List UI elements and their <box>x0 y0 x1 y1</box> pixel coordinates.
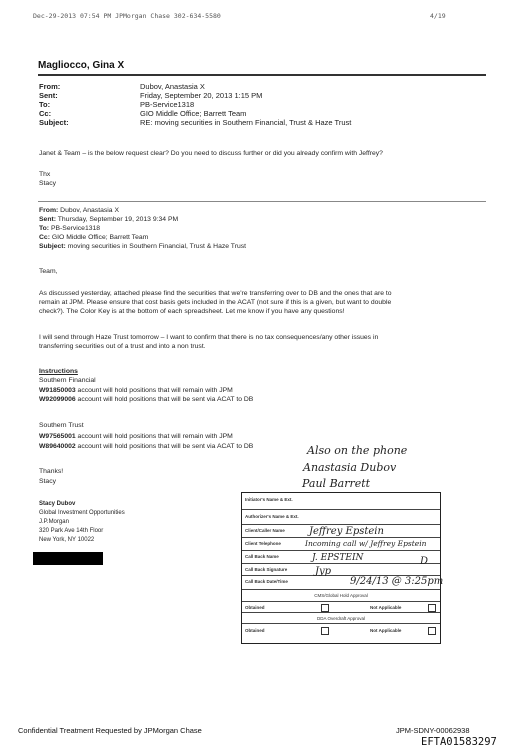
fwd-para1-line1: As discussed yesterday, attached please find the securities that we're transferring over to DB and the ones that are to <box>39 290 392 297</box>
handwritten-callback-name: J. EPSTEIN <box>312 553 364 563</box>
reply-sign-name: Stacy <box>39 180 56 187</box>
form-label-client-name: Client/Caller Name <box>245 528 285 533</box>
form-label-client-tel: Client Telephone <box>245 541 281 546</box>
reply-sign-thx: Thx <box>39 171 51 178</box>
header-label-sent: Sent: <box>39 91 58 100</box>
fwd-para1-line2: remain at JPM. Please ensure that cost basis gets included in the ACAT (not sure if this is a given, but want to double <box>39 299 392 306</box>
handwritten-name-1: Anastasia Dubov <box>303 461 397 474</box>
g2-acct1: W97565001 <box>39 433 76 440</box>
fwd-from-value: Dubov, Anastasia X <box>60 207 119 214</box>
fax-header-left: Dec-29-2013 07:54 PM JPMorgan Chase 302-634-5580 <box>33 12 221 20</box>
header-value-sent: Friday, September 20, 2013 1:15 PM <box>140 91 263 100</box>
fwd-para2-line2: transferring securities out of a trust and into a non trust. <box>39 343 206 350</box>
reply-body: Janet & Team – is the below request clear? Do you need to discuss further or did you already confirm with Jeffrey? <box>39 150 383 157</box>
sig-title: Global Investment Opportunities <box>39 510 125 516</box>
g1-acct1: W91850003 <box>39 387 76 394</box>
handwritten-caller-name: Jeffrey Epstein <box>309 526 384 537</box>
footer-bates: JPM-SDNY-00062938 <box>396 726 470 735</box>
handwritten-telephone: Incoming call w/ Jeffrey Epstein <box>305 539 427 548</box>
fwd-to-value: PB-Service1318 <box>50 225 101 232</box>
header-rule <box>38 74 486 76</box>
header-label-from: From: <box>39 82 61 91</box>
sig-company: J.P.Morgan <box>39 519 69 525</box>
checkbox-cms-obtained[interactable] <box>321 604 329 612</box>
fwd-para2-line1: I will send through Haze Trust tomorrow – I want to confirm that there is no tax consequences/any other issues in <box>39 334 379 341</box>
fax-page-number: 4/19 <box>430 12 446 20</box>
fwd-greeting: Team, <box>39 268 58 275</box>
sig-address2: New York, NY 10022 <box>39 537 95 543</box>
sig-name: Stacy Dubov <box>39 501 76 507</box>
form-label-callback-sig: Call Back Signature <box>245 567 288 572</box>
form-row-obtained-1 <box>242 602 440 613</box>
form-row-cms <box>242 590 440 602</box>
header-value-cc: GIO Middle Office; Barrett Team <box>140 109 247 118</box>
group1-name: Southern Financial <box>39 377 96 384</box>
form-row-authorizer <box>242 510 440 525</box>
handwritten-callback-date: 9/24/13 @ 3:25pm <box>350 576 444 587</box>
form-label-initiator: Initiator's Name & Ext. <box>245 497 293 502</box>
fwd-para1-line3: check?). The Color Key is at the bottom of each spreadsheet. Let me know if you have any questions! <box>39 308 345 315</box>
form-row-obtained-2 <box>242 624 440 641</box>
fwd-cc-label: Cc: <box>39 234 50 241</box>
fwd-sent-label: Sent: <box>39 216 56 223</box>
thanks-name: Stacy <box>39 478 56 485</box>
form-row-initiator <box>242 493 440 510</box>
fwd-sent-value: Thursday, September 19, 2013 9:34 PM <box>57 216 179 223</box>
header-value-subject: RE: moving securities in Southern Financial, Trust & Haze Trust <box>140 118 352 127</box>
form-label-na-1: Not Applicable <box>370 605 402 610</box>
redaction-box <box>33 552 103 565</box>
header-label-cc: Cc: <box>39 109 52 118</box>
form-label-dda: DDA Overdraft Approval <box>316 616 366 621</box>
g1-acct2: W92099006 <box>39 396 76 403</box>
handwritten-initial: D <box>420 556 429 567</box>
call-back-form <box>241 492 444 644</box>
checkbox-cms-na[interactable] <box>428 604 436 612</box>
fwd-subject-label: Subject: <box>39 243 66 250</box>
checkbox-dda-obtained[interactable] <box>321 627 329 635</box>
handwritten-also-on-phone: Also on the phone <box>307 444 408 457</box>
footer-efta: EFTA01583297 <box>421 736 497 748</box>
fwd-subject-value: moving securities in Southern Financial, Trust & Haze Trust <box>67 243 247 250</box>
form-label-obtained-1: Obtained <box>245 605 265 610</box>
checkbox-dda-na[interactable] <box>428 627 436 635</box>
sig-address1: 320 Park Ave 14th Floor <box>39 528 104 534</box>
sender-name: Magliocco, Gina X <box>38 60 125 71</box>
form-label-cms: CMS/Global Hold Approval <box>314 593 368 598</box>
header-value-from: Dubov, Anastasia X <box>140 82 205 91</box>
form-label-na-2: Not Applicable <box>370 628 402 633</box>
g1-text2: account will hold positions that will be sent via ACAT to DB <box>75 396 254 403</box>
g2-text1: account will hold positions that will remain with JPM <box>75 433 233 440</box>
form-label-callback-date: Call Back Date/Time <box>245 579 288 584</box>
group2-name: Southern Trust <box>39 422 84 429</box>
fwd-cc-value: GIO Middle Office; Barrett Team <box>51 234 149 241</box>
header-label-subject: Subject: <box>39 118 69 127</box>
g2-text2: account will hold positions that will be sent via ACAT to DB <box>75 443 254 450</box>
handwritten-name-2: Paul Barrett <box>302 477 371 490</box>
g1-text1: account will hold positions that will remain with JPM <box>75 387 233 394</box>
form-label-callback-name: Call Back Name <box>245 554 279 559</box>
fwd-to-label: To: <box>39 225 50 232</box>
header-value-to: PB-Service1318 <box>140 100 195 109</box>
form-label-obtained-2: Obtained <box>245 628 265 633</box>
thanks: Thanks! <box>39 468 64 475</box>
handwritten-callback-sig: Jyp <box>315 566 332 577</box>
fwd-from-label: From: <box>39 207 59 214</box>
g2-acct2: W89640002 <box>39 443 76 450</box>
form-row-dda <box>242 613 440 624</box>
form-label-authorizer: Authorizer's Name & Ext. <box>245 514 299 519</box>
instructions-heading: Instructions <box>39 368 78 375</box>
footer-confidential: Confidential Treatment Requested by JPMorgan Chase <box>18 726 202 735</box>
form-row-callback-sig <box>242 564 440 576</box>
header-label-to: To: <box>39 100 51 109</box>
forward-divider <box>38 201 486 202</box>
